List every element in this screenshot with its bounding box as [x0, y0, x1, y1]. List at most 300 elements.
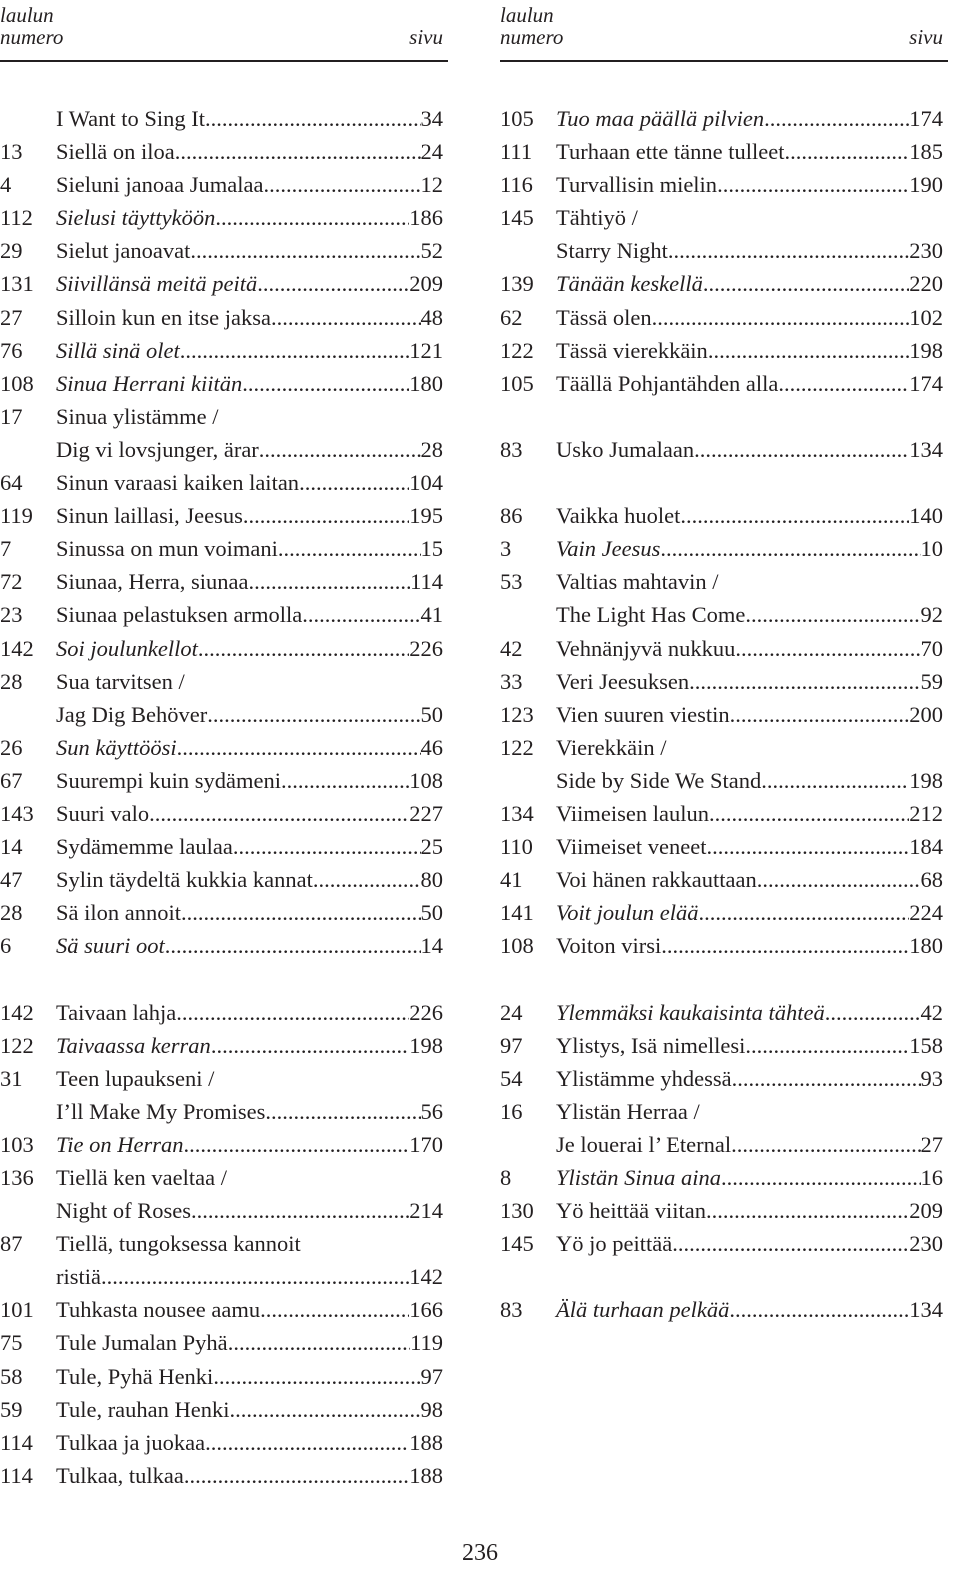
- page-reference: 188: [409, 1462, 443, 1488]
- index-entry: [500, 334, 948, 367]
- song-number: 53: [500, 569, 523, 595]
- dot-leader: [731, 1128, 920, 1161]
- song-title-line: [556, 301, 943, 334]
- dot-leader: [689, 665, 920, 698]
- song-title-line: [56, 1161, 443, 1194]
- song-title: Silloin kun en itse jaksa: [56, 304, 271, 330]
- song-number: 105: [500, 106, 534, 131]
- page-reference: 28: [420, 436, 443, 462]
- song-number: 122: [500, 734, 534, 760]
- song-title: Veri Jeesuksen: [556, 668, 690, 694]
- index-entry: [0, 267, 448, 300]
- song-title-line: [556, 996, 943, 1029]
- song-title-line: [556, 929, 943, 962]
- song-title: Teen lupaukseni /: [56, 1065, 215, 1091]
- dot-leader: [660, 532, 920, 565]
- song-number: 136: [0, 1165, 34, 1190]
- index-entry: [500, 1227, 948, 1260]
- song-title: Vien suuren viestin: [556, 701, 730, 727]
- song-number: 75: [0, 1330, 23, 1356]
- song-title: Night of Roses: [56, 1198, 191, 1224]
- song-title-line: [56, 301, 443, 334]
- song-number: 142: [0, 999, 34, 1025]
- song-number: 141: [500, 900, 534, 926]
- index-entry: [500, 532, 948, 565]
- dot-leader: [265, 1095, 420, 1128]
- song-title: Viimeiset veneet: [556, 834, 707, 860]
- song-title-line: [56, 797, 443, 830]
- index-entry: [500, 830, 948, 863]
- index-entry: [0, 1293, 448, 1326]
- song-title-line: [556, 830, 943, 863]
- song-number: 62: [500, 304, 523, 330]
- song-title-line: [56, 466, 443, 499]
- page-reference: 185: [909, 139, 943, 165]
- page-reference: 15: [420, 536, 443, 562]
- index-entry: [0, 1029, 448, 1062]
- song-title-line: [56, 830, 443, 863]
- song-title-line: [56, 1095, 443, 1128]
- index-entry: [0, 367, 448, 400]
- index-entry: [0, 334, 448, 367]
- song-number: 108: [0, 370, 34, 396]
- song-number: 59: [0, 1396, 23, 1422]
- song-title: Taivaan lahja: [56, 999, 177, 1025]
- song-title: Voi hänen rakkauttaan: [556, 867, 757, 893]
- song-title-line: [56, 168, 443, 201]
- index-entry: [0, 1426, 448, 1459]
- header-label-sivu: sivu: [909, 25, 943, 49]
- song-title: I Want to Sing It: [56, 106, 206, 131]
- page-reference: 27: [920, 1131, 943, 1157]
- index-entry: [500, 1062, 948, 1095]
- dot-leader: [729, 1293, 909, 1326]
- song-number: 111: [500, 139, 533, 165]
- index-entry: [0, 929, 448, 962]
- song-number: 28: [0, 668, 23, 694]
- index-entry: [500, 433, 948, 466]
- page-reference: 230: [909, 1231, 943, 1257]
- page-reference: 180: [909, 933, 943, 959]
- song-title: Tiellä ken vaeltaa /: [56, 1165, 227, 1190]
- song-title: Suurempi kuin sydämeni: [56, 767, 281, 793]
- index-spacer: [500, 466, 948, 499]
- index-entry: [500, 1128, 948, 1161]
- song-title: Ylistän Herraa /: [556, 1098, 700, 1124]
- dot-leader: [281, 764, 409, 797]
- index-entry: [0, 863, 448, 896]
- song-title-line: [556, 135, 943, 168]
- song-title: Sinua ylistämme /: [56, 403, 219, 429]
- page-reference: 50: [420, 900, 443, 926]
- song-number: 13: [0, 139, 23, 165]
- song-title-line: [556, 234, 943, 267]
- song-number: 142: [0, 635, 34, 661]
- song-number: 41: [500, 867, 523, 893]
- song-title: Tiellä, tungoksessa kannoit: [56, 1231, 301, 1257]
- page-reference: 97: [420, 1363, 443, 1389]
- page-reference: 158: [909, 1032, 943, 1058]
- dot-leader: [708, 334, 909, 367]
- dot-leader: [248, 565, 410, 598]
- song-number: 16: [500, 1098, 523, 1124]
- song-title-line: [556, 201, 943, 234]
- page-reference: 174: [909, 106, 943, 131]
- dot-leader: [190, 234, 420, 267]
- song-title: Ylistän Sinua aina: [556, 1165, 722, 1190]
- page-reference: 56: [420, 1098, 443, 1124]
- song-title-line: [56, 929, 443, 962]
- index-entry: [500, 996, 948, 1029]
- dot-leader: [175, 135, 421, 168]
- page-reference: 214: [409, 1198, 443, 1224]
- song-title: Sinua Herrani kiitän: [56, 370, 243, 396]
- song-number: 72: [0, 569, 23, 595]
- song-title: Soi joulunkellot: [56, 635, 198, 661]
- page-reference: 166: [409, 1297, 443, 1323]
- index-entry: [500, 565, 948, 598]
- song-number: 123: [500, 701, 534, 727]
- index-entry: [500, 863, 948, 896]
- song-title-line: [556, 565, 943, 598]
- song-title-line: [556, 1095, 943, 1128]
- dot-leader: [661, 929, 909, 962]
- index-entry: [0, 102, 448, 135]
- song-number: 24: [500, 999, 523, 1025]
- song-title: Sä ilon annoit: [56, 900, 181, 926]
- index-entry: [500, 1029, 948, 1062]
- index-entry: [0, 830, 448, 863]
- index-entry: [500, 632, 948, 665]
- song-title-line: [556, 367, 943, 400]
- song-title: Sielut janoavat: [56, 238, 191, 264]
- song-title: Siunaa pelastuksen armolla: [56, 602, 303, 628]
- index-entry: [0, 565, 448, 598]
- dot-leader: [181, 896, 421, 929]
- index-entry: [0, 301, 448, 334]
- song-title: Voit joulun elää: [556, 900, 699, 926]
- song-title: Siivillänsä meitä peitä: [56, 271, 258, 297]
- page-number: 236: [462, 1540, 498, 1566]
- page-reference: 93: [920, 1065, 943, 1091]
- page-reference: 102: [909, 304, 943, 330]
- page-reference: 119: [410, 1330, 443, 1356]
- song-title: Starry Night: [556, 238, 668, 264]
- page-reference: 184: [909, 834, 943, 860]
- song-number: 122: [0, 1032, 34, 1058]
- song-number: 87: [0, 1231, 23, 1257]
- song-title-line: [56, 996, 443, 1029]
- page-reference: 190: [909, 172, 943, 198]
- page-reference: 188: [409, 1429, 443, 1455]
- song-title-line: [556, 896, 943, 929]
- dot-leader: [191, 1194, 409, 1227]
- song-number: 28: [0, 900, 23, 926]
- song-title-line: [56, 135, 443, 168]
- song-number: 131: [0, 271, 34, 297]
- song-title-line: [56, 499, 443, 532]
- song-title: Sydämemme laulaa: [56, 834, 233, 860]
- page-reference: 198: [909, 337, 943, 363]
- page-reference: 80: [420, 867, 443, 893]
- song-title-line: [56, 565, 443, 598]
- page-reference: 48: [420, 304, 443, 330]
- song-number: 26: [0, 734, 23, 760]
- song-title-line: [56, 896, 443, 929]
- song-title-line: [56, 267, 443, 300]
- page-reference: 104: [409, 470, 443, 496]
- index-entry: [0, 466, 448, 499]
- song-number: 134: [500, 800, 534, 826]
- page-reference: 59: [920, 668, 943, 694]
- dot-leader: [302, 598, 420, 631]
- song-title: Tule, Pyhä Henki: [56, 1363, 214, 1389]
- song-number: 119: [0, 503, 33, 529]
- song-title: Tässä vierekkäin: [556, 337, 708, 363]
- dot-leader: [230, 1393, 421, 1426]
- header-label-laulun: laulun: [500, 3, 554, 27]
- song-title-line: [56, 102, 443, 135]
- song-title: Yö jo peittää: [556, 1231, 673, 1257]
- song-title-line: [556, 1194, 943, 1227]
- dot-leader: [205, 1426, 409, 1459]
- dot-leader: [198, 632, 409, 665]
- song-number: 112: [0, 205, 33, 231]
- song-title-line: [556, 532, 943, 565]
- song-title: Viimeisen laulun: [556, 800, 709, 826]
- dot-leader: [745, 598, 920, 631]
- page-reference: 230: [909, 238, 943, 264]
- song-number: 47: [0, 867, 23, 893]
- song-title: Valtias mahtavin /: [556, 569, 719, 595]
- song-number: 86: [500, 503, 523, 529]
- song-number: 14: [0, 834, 23, 860]
- song-title-line: [56, 1459, 443, 1492]
- song-title-line: [556, 698, 943, 731]
- dot-leader: [784, 135, 909, 168]
- song-number: 145: [500, 205, 534, 231]
- song-title-line: [56, 1227, 443, 1260]
- page-reference: 25: [420, 834, 443, 860]
- dot-leader: [180, 334, 410, 367]
- index-entry: [500, 1194, 948, 1227]
- song-title: Turvallisin mielin: [556, 172, 718, 198]
- index-entry: [0, 896, 448, 929]
- dot-leader: [205, 102, 420, 135]
- song-title-line: [556, 1062, 943, 1095]
- song-title-line: [56, 1260, 443, 1293]
- left-column: [0, 0, 448, 1488]
- page-reference: 226: [409, 635, 443, 661]
- right-column-header: [500, 0, 948, 62]
- song-title-line: [556, 863, 943, 896]
- song-title: Tie on Herran: [56, 1131, 184, 1157]
- song-title-line: [56, 1029, 443, 1062]
- page-reference: 121: [409, 337, 443, 363]
- index-entry: [0, 433, 448, 466]
- song-title: Jag Dig Behöver: [56, 701, 208, 727]
- index-entry: [0, 665, 448, 698]
- song-title-line: [56, 334, 443, 367]
- song-number: 4: [0, 172, 12, 198]
- page-reference: 170: [409, 1131, 443, 1157]
- song-title-line: [556, 499, 943, 532]
- song-title-line: [556, 1293, 943, 1326]
- dot-leader: [299, 466, 409, 499]
- index-entry: [0, 1227, 448, 1260]
- song-title: Sua tarvitsen /: [56, 668, 185, 694]
- dot-leader: [732, 1062, 921, 1095]
- song-title: Siunaa, Herra, siunaa: [56, 569, 249, 595]
- page-reference: 98: [420, 1396, 443, 1422]
- song-number: 8: [500, 1165, 512, 1190]
- page-reference: 142: [409, 1264, 443, 1290]
- song-number: 64: [0, 470, 23, 496]
- page-reference: 12: [420, 172, 443, 198]
- song-title-line: [56, 367, 443, 400]
- song-number: 83: [500, 1297, 523, 1323]
- page-reference: 34: [420, 106, 443, 131]
- song-title: Tule Jumalan Pyhä: [56, 1330, 228, 1356]
- song-title: Sinussa on mun voimani: [56, 536, 278, 562]
- song-title: Side by Side We Stand: [556, 767, 762, 793]
- dot-leader: [184, 1459, 409, 1492]
- index-entry: [500, 896, 948, 929]
- song-number: 83: [500, 436, 523, 462]
- index-entry: [0, 996, 448, 1029]
- song-title: Älä turhaan pelkää: [556, 1297, 730, 1323]
- index-entry: [0, 1095, 448, 1128]
- dot-leader: [177, 731, 421, 764]
- index-entry: [0, 632, 448, 665]
- song-number: 122: [500, 337, 534, 363]
- song-number: 139: [500, 271, 534, 297]
- dot-leader: [313, 863, 421, 896]
- song-title: The Light Has Come: [556, 602, 746, 628]
- page-reference: 10: [920, 536, 943, 562]
- dot-leader: [706, 830, 909, 863]
- song-title-line: [556, 797, 943, 830]
- dot-leader: [213, 1360, 420, 1393]
- song-title-line: [556, 632, 943, 665]
- song-title: Sä suuri oot: [56, 933, 165, 959]
- page-reference: 42: [920, 999, 943, 1025]
- song-number: 27: [0, 304, 23, 330]
- song-title: Ylistämme yhdessä: [556, 1065, 732, 1091]
- page-reference: 92: [920, 602, 943, 628]
- song-title: Vain Jeesus: [556, 536, 661, 562]
- index-entry: [500, 367, 948, 400]
- page-reference: 209: [409, 271, 443, 297]
- song-title: Ylistys, Isä nimellesi: [556, 1032, 746, 1058]
- page-reference: 50: [420, 701, 443, 727]
- dot-leader: [825, 996, 921, 1029]
- song-title-line: [56, 234, 443, 267]
- left-column-header: [0, 0, 448, 62]
- header-label-laulun: laulun: [0, 3, 54, 27]
- song-number: 7: [0, 536, 12, 562]
- dot-leader: [703, 267, 909, 300]
- song-title-line: [556, 267, 943, 300]
- song-number: 31: [0, 1065, 23, 1091]
- song-title-line: [556, 102, 943, 135]
- dot-leader: [263, 168, 420, 201]
- page-reference: 134: [909, 1297, 943, 1323]
- dot-leader: [278, 532, 421, 565]
- song-title: Siellä on iloa: [56, 139, 175, 165]
- index-entry: [0, 532, 448, 565]
- index-entry: [0, 1459, 448, 1492]
- song-title: Sylin täydeltä kukkia kannat: [56, 867, 313, 893]
- index-entry: [500, 764, 948, 797]
- song-title-line: [556, 1161, 943, 1194]
- song-title-line: [56, 598, 443, 631]
- song-number: 130: [500, 1198, 534, 1224]
- dot-leader: [672, 1227, 909, 1260]
- page-reference: 186: [409, 205, 443, 231]
- right-song-index: [500, 102, 948, 1326]
- song-number: 105: [500, 370, 534, 396]
- page-reference: 198: [409, 1032, 443, 1058]
- song-number: 67: [0, 767, 23, 793]
- song-title-line: [56, 532, 443, 565]
- dot-leader: [764, 102, 909, 135]
- song-title-line: [56, 1393, 443, 1426]
- song-title: Je louerai l’ Eternal: [556, 1131, 732, 1157]
- page-reference: 198: [909, 767, 943, 793]
- page-reference: 114: [410, 569, 443, 595]
- index-entry: [0, 135, 448, 168]
- song-number: 114: [0, 1462, 33, 1488]
- song-title-line: [556, 764, 943, 797]
- page-reference: 108: [409, 767, 443, 793]
- index-entry: [0, 201, 448, 234]
- index-entry: [0, 1062, 448, 1095]
- dot-leader: [699, 896, 910, 929]
- index-spacer: [500, 400, 948, 433]
- index-entry: [0, 731, 448, 764]
- page-reference: 209: [909, 1198, 943, 1224]
- dot-leader: [730, 698, 910, 731]
- page-reference: 212: [909, 800, 943, 826]
- page-reference: 41: [420, 602, 443, 628]
- song-title-line: [56, 400, 443, 433]
- song-title-line: [56, 764, 443, 797]
- song-title-line: [56, 863, 443, 896]
- song-title: Usko Jumalaan: [556, 436, 695, 462]
- header-label-numero: numero: [0, 25, 64, 49]
- index-entry: [500, 234, 948, 267]
- header-label-sivu: sivu: [409, 25, 443, 49]
- song-title-line: [556, 334, 943, 367]
- dot-leader: [260, 1293, 409, 1326]
- page-reference: 16: [920, 1165, 943, 1190]
- index-entry: [0, 1128, 448, 1161]
- dot-leader: [706, 1194, 909, 1227]
- page-reference: 68: [920, 867, 943, 893]
- right-column: [500, 0, 948, 1323]
- song-title: Ylemmäksi kaukaisinta tähteä: [556, 999, 825, 1025]
- page-reference: 200: [909, 701, 943, 727]
- index-entry: [500, 168, 948, 201]
- index-entry: [500, 201, 948, 234]
- dot-leader: [259, 433, 421, 466]
- song-title-line: [556, 1128, 943, 1161]
- song-number: 3: [500, 536, 512, 562]
- song-title: Vehnänjyvä nukkuu: [556, 635, 736, 661]
- index-entry: [0, 499, 448, 532]
- dot-leader: [757, 863, 921, 896]
